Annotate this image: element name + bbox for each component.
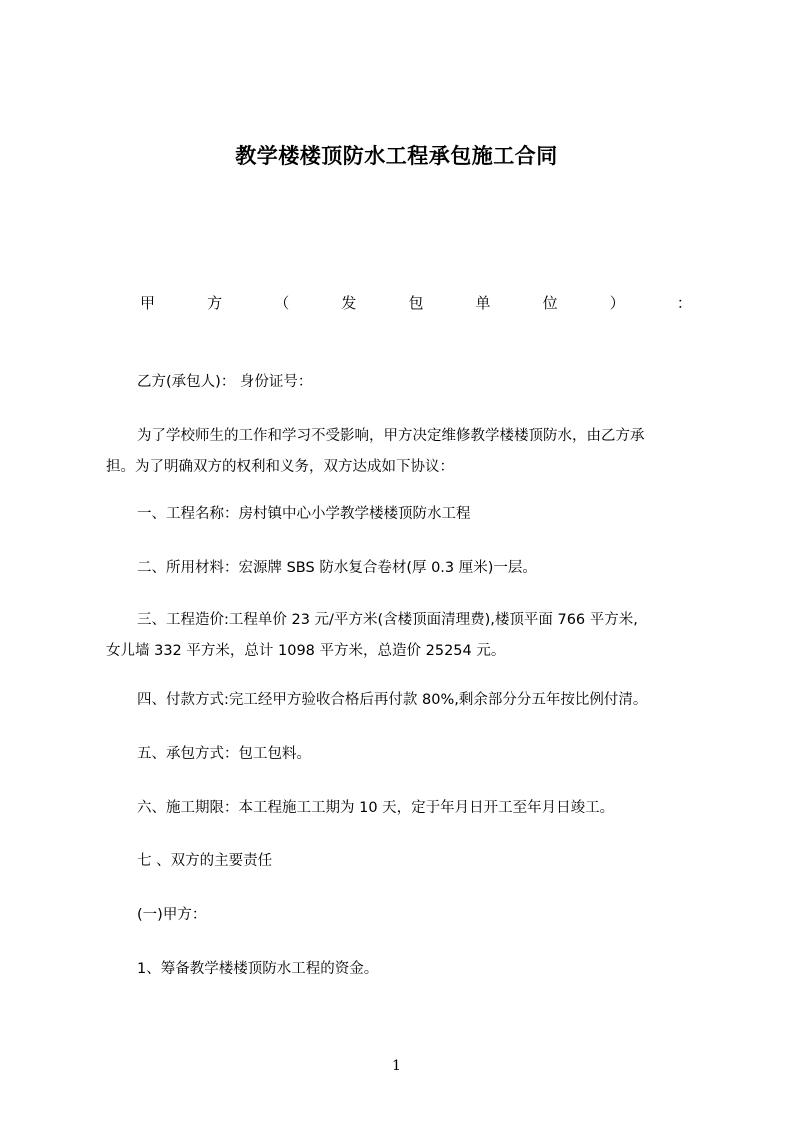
party-a-char: 单 xyxy=(475,294,491,312)
party-a-line xyxy=(140,292,692,314)
party-a-duties-heading: (一)甲方： xyxy=(137,907,207,923)
party-a-char: 甲 xyxy=(140,294,156,312)
party-a-char: ） xyxy=(609,294,625,312)
party-a-duty-1: 1、筹备教学楼楼顶防水工程的资金。 xyxy=(137,961,379,977)
party-a-char: 发 xyxy=(341,294,357,312)
party-a-char: 方 xyxy=(207,294,223,312)
intro-paragraph xyxy=(106,421,718,483)
clause-payment: 四、付款方式:完工经甲方验收合格后再付款 80%,剩余部分分五年按比例付清。 xyxy=(137,692,648,708)
intro-line-1: 为了学校师生的工作和学习不受影响，甲方决定维修教学楼楼顶防水，由乙方承 xyxy=(137,428,645,444)
party-b-line: 乙方(承包人)： 身份证号： xyxy=(137,374,313,390)
party-a-char: （ xyxy=(274,294,290,312)
document-title: 教学楼楼顶防水工程承包施工合同 xyxy=(235,144,558,168)
cost-line-1: 三、工程造价:工程单价 23 元/平方米(含楼顶面清理费),楼顶平面 766 平方米, xyxy=(137,612,638,628)
clause-contract-type: 五、承包方式：包工包料。 xyxy=(137,746,311,762)
intro-line-2: 担。为了明确双方的权利和义务，双方达成如下协议： xyxy=(106,459,454,475)
page-number: 1 xyxy=(392,1058,401,1074)
clause-cost xyxy=(106,605,718,667)
clause-responsibilities-heading: 七 、双方的主要责任 xyxy=(137,853,273,869)
party-a-char: 包 xyxy=(408,294,424,312)
clause-schedule: 六、施工期限：本工程施工工期为 10 天，定于年月日开工至年月日竣工。 xyxy=(137,800,615,816)
cost-line-2: 女儿墙 332 平方米，总计 1098 平方米，总造价 25254 元。 xyxy=(106,643,506,659)
party-a-char: 位 xyxy=(542,294,558,312)
party-a-char: ： xyxy=(676,294,692,312)
clause-project-name: 一、工程名称：房村镇中心小学教学楼楼顶防水工程 xyxy=(137,506,471,522)
clause-materials: 二、所用材料：宏源牌 SBS 防水复合卷材(厚 0.3 厘米)一层。 xyxy=(137,560,537,576)
